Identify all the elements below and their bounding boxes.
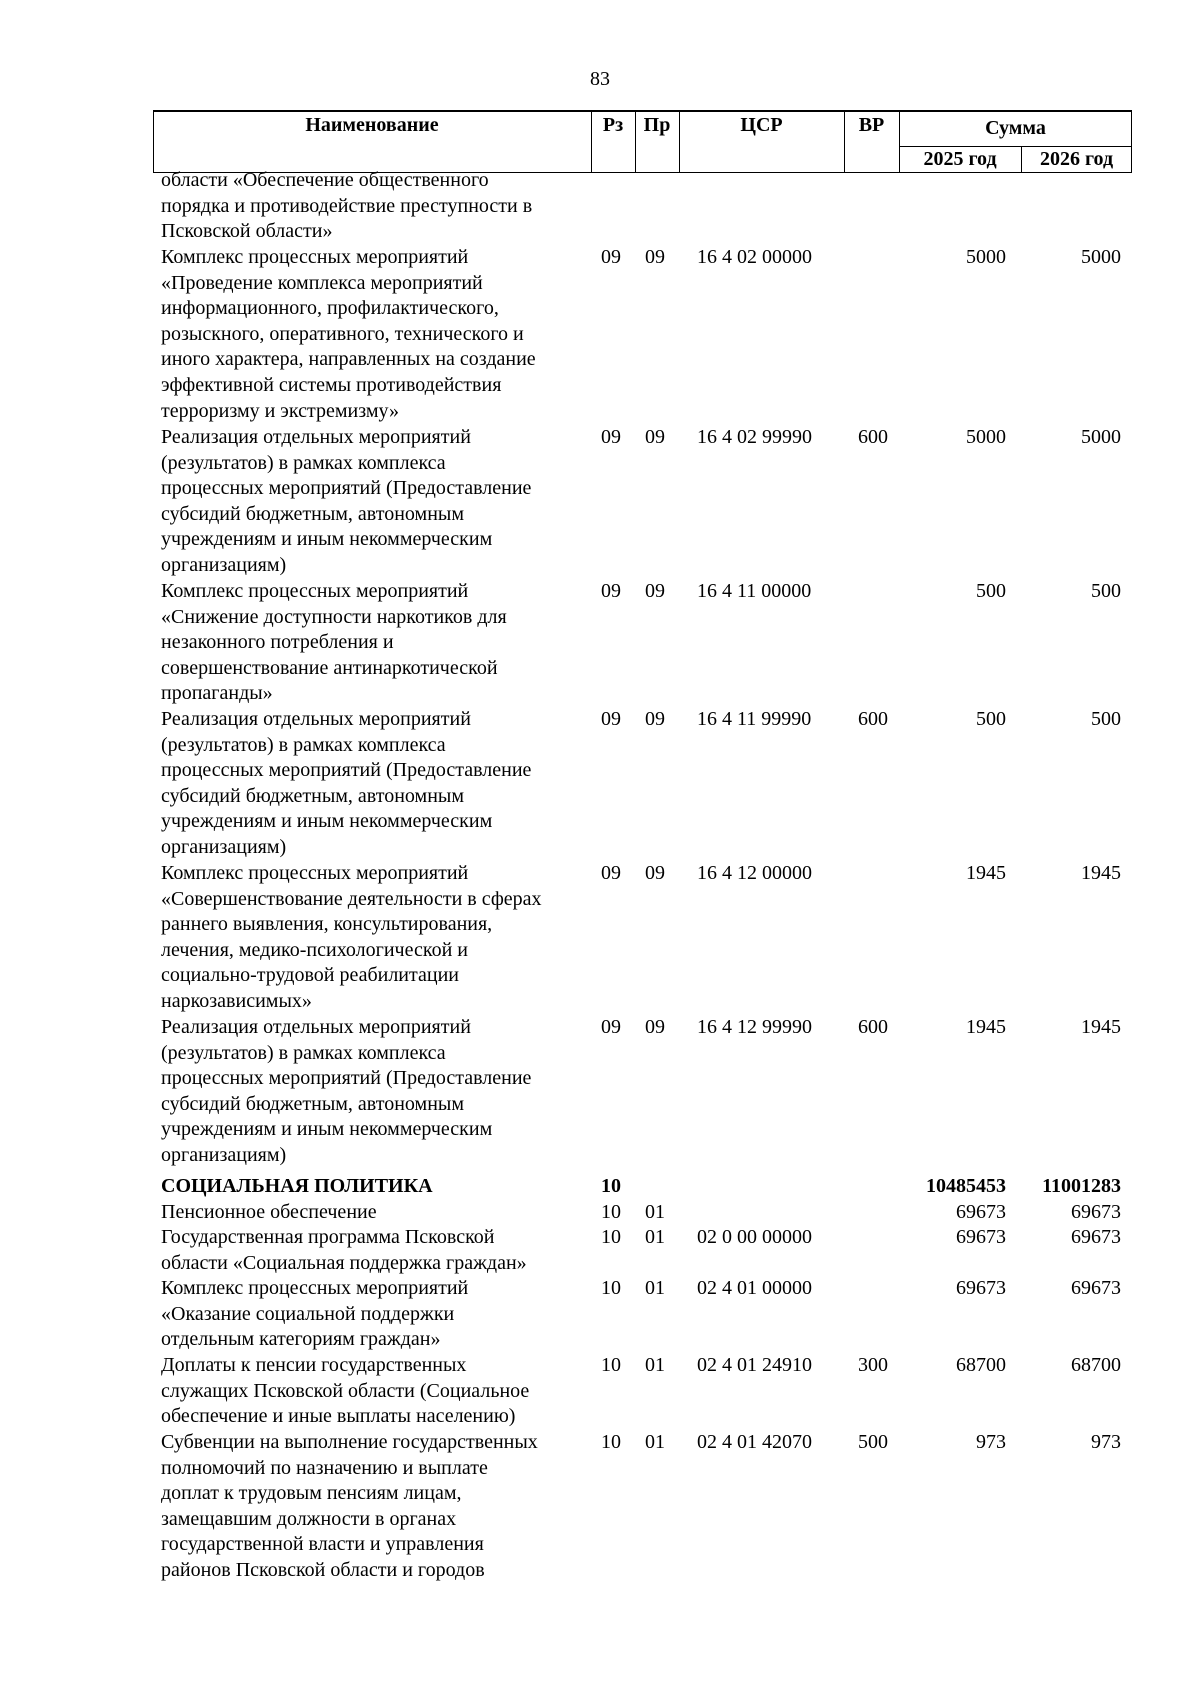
row-sum-2026: 5000 — [1081, 246, 1121, 268]
row-vr: 600 — [858, 1016, 888, 1038]
row-rz: 10 — [601, 1354, 621, 1376]
row-name: Пенсионное обеспечение — [161, 1201, 377, 1223]
row-rz: 10 — [601, 1226, 621, 1248]
row-name: области «Обеспечение общественного порядка и противодействие преступности в Псковской области» — [161, 169, 533, 243]
row-sum-2026: 5000 — [1081, 426, 1121, 448]
row-sum-2026: 1945 — [1081, 1016, 1121, 1038]
row-sum-2025: 69673 — [956, 1226, 1006, 1248]
row-rz: 09 — [601, 246, 621, 268]
row-pr: 01 — [645, 1226, 665, 1248]
row-vr: 600 — [858, 426, 888, 448]
row-vr: 300 — [858, 1354, 888, 1376]
row-rz: 09 — [601, 426, 621, 448]
row-rz: 10 — [601, 1277, 621, 1299]
row-sum-2025: 10485453 — [926, 1175, 1006, 1197]
row-name: Государственная программа Псковской области «Социальная поддержка граждан» — [161, 1226, 527, 1274]
row-sum-2025: 69673 — [956, 1201, 1006, 1223]
row-pr: 09 — [645, 862, 665, 884]
row-name: Реализация отдельных мероприятий (результатов) в рамках комплекса процессных мероприятий (Предоставление субсидий бюджетным, автономным учреждениям и иным некоммерческим организациям) — [161, 1016, 532, 1166]
row-sum-2026: 68700 — [1071, 1354, 1121, 1376]
row-name: Реализация отдельных мероприятий (результатов) в рамках комплекса процессных мероприятий (Предоставление субсидий бюджетным, автономным учреждениям и иным некоммерческим организациям) — [161, 426, 532, 576]
header-name: Наименование — [305, 114, 439, 136]
row-rz: 10 — [601, 1431, 621, 1453]
row-rz: 09 — [601, 1016, 621, 1038]
row-sum-2025: 973 — [976, 1431, 1006, 1453]
page-number: 83 — [590, 68, 610, 90]
row-name: Комплекс процессных мероприятий «Совершенствование деятельности в сферах раннего выявления, консультирования, лечения, медико-психологической и социально-трудовой реабилитации наркозависимых» — [161, 862, 542, 1012]
row-name: Комплекс процессных мероприятий «Снижение доступности наркотиков для незаконного потребления и совершенствование антинаркотической пропаганды» — [161, 580, 507, 705]
row-name: Субвенции на выполнение государственных полномочий по назначению и выплате доплат к трудовым пенсиям лицам, замещавшим должности в органах государственной власти и управления районов Псковской области и городов — [161, 1431, 538, 1581]
row-name: СОЦИАЛЬНАЯ ПОЛИТИКА — [161, 1175, 433, 1197]
row-pr: 01 — [645, 1277, 665, 1299]
header-year-2026: 2026 год — [1039, 148, 1114, 170]
row-pr: 09 — [645, 1016, 665, 1038]
row-rz: 09 — [601, 708, 621, 730]
row-vr: 500 — [858, 1431, 888, 1453]
row-pr: 09 — [645, 246, 665, 268]
row-vr: 600 — [858, 708, 888, 730]
row-sum-2025: 500 — [976, 580, 1006, 602]
row-pr: 01 — [645, 1201, 665, 1223]
header-vr: ВР — [858, 114, 885, 136]
row-csr: 16 4 12 99990 — [697, 1016, 812, 1038]
row-sum-2025: 500 — [976, 708, 1006, 730]
header-pr: Пр — [643, 114, 671, 136]
row-sum-2025: 5000 — [966, 426, 1006, 448]
row-csr: 02 4 01 24910 — [697, 1354, 812, 1376]
header-sum: Сумма — [985, 117, 1046, 139]
row-csr: 02 4 01 42070 — [697, 1431, 812, 1453]
header-csr: ЦСР — [740, 114, 783, 136]
row-csr: 16 4 11 00000 — [697, 580, 812, 602]
row-csr: 16 4 11 99990 — [697, 708, 812, 730]
header-sum-divider — [899, 146, 1132, 147]
row-sum-2026: 69673 — [1071, 1226, 1121, 1248]
row-sum-2026: 500 — [1091, 708, 1121, 730]
row-sum-2026: 1945 — [1081, 862, 1121, 884]
row-sum-2026: 69673 — [1071, 1201, 1121, 1223]
row-rz: 09 — [601, 580, 621, 602]
row-rz: 10 — [601, 1175, 621, 1197]
row-sum-2025: 1945 — [966, 1016, 1006, 1038]
row-sum-2026: 500 — [1091, 580, 1121, 602]
row-sum-2026: 69673 — [1071, 1277, 1121, 1299]
row-csr: 16 4 12 00000 — [697, 862, 812, 884]
row-pr: 09 — [645, 426, 665, 448]
row-csr: 16 4 02 99990 — [697, 426, 812, 448]
row-name: Доплаты к пенсии государственных служащих Псковской области (Социальное обеспечение и иные выплаты населению) — [161, 1354, 530, 1428]
row-name: Реализация отдельных мероприятий (результатов) в рамках комплекса процессных мероприятий (Предоставление субсидий бюджетным, автономным учреждениям и иным некоммерческим организациям) — [161, 708, 532, 858]
header-top-border — [153, 110, 1132, 112]
header-year-2025: 2025 год — [923, 148, 997, 170]
table-header — [153, 110, 1132, 173]
row-name: Комплекс процессных мероприятий «Оказание социальной поддержки отдельным категориям граждан» — [161, 1277, 469, 1351]
row-pr: 01 — [645, 1431, 665, 1453]
row-sum-2026: 973 — [1091, 1431, 1121, 1453]
row-sum-2025: 5000 — [966, 246, 1006, 268]
row-csr: 02 0 00 00000 — [697, 1226, 812, 1248]
row-csr: 16 4 02 00000 — [697, 246, 812, 268]
row-rz: 10 — [601, 1201, 621, 1223]
row-name: Комплекс процессных мероприятий «Проведение комплекса мероприятий информационного, профилактического, розыскного, оперативного, технического и иного характера, направленных на создание эффективной системы противодействия терроризму и экстремизму» — [161, 246, 536, 422]
row-csr: 02 4 01 00000 — [697, 1277, 812, 1299]
row-pr: 09 — [645, 708, 665, 730]
row-sum-2026: 11001283 — [1042, 1175, 1121, 1197]
row-sum-2025: 68700 — [956, 1354, 1006, 1376]
row-sum-2025: 1945 — [966, 862, 1006, 884]
row-rz: 09 — [601, 862, 621, 884]
row-pr: 09 — [645, 580, 665, 602]
row-sum-2025: 69673 — [956, 1277, 1006, 1299]
row-pr: 01 — [645, 1354, 665, 1376]
header-rz: Рз — [602, 114, 624, 136]
